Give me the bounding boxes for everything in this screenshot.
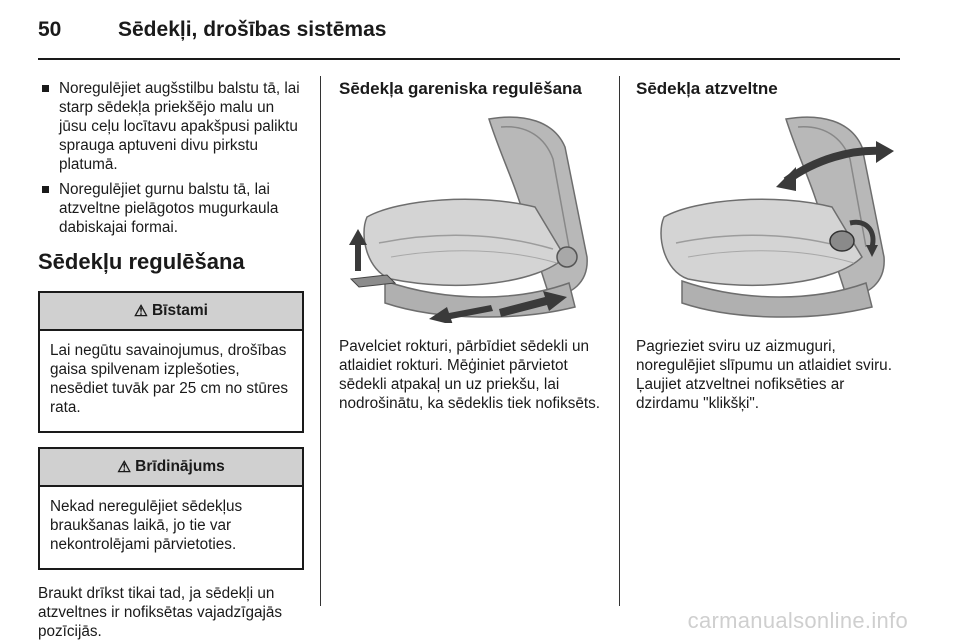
danger-box [38, 291, 304, 433]
warning-box [38, 447, 304, 570]
list-item [38, 79, 304, 174]
bullet-square-icon [42, 85, 49, 92]
header-rule [38, 58, 900, 60]
column-divider [320, 76, 321, 606]
section-heading: Sēdekļu regulēšana [38, 249, 245, 274]
column-right [636, 79, 902, 413]
warning-triangle-icon: ⚠ [117, 458, 132, 476]
warning-text: Nekad neregulējiet sēdekļus braukšanas laikā, jo tie var nekontrolējami pārvietoties. [50, 498, 243, 553]
page-number: 50 [38, 18, 62, 41]
caption: Pavelciet rokturi, pārbīdiet sēdekli un atlaidiet rokturi. Mēģiniet pārvietot sēdekli atpakaļ un uz priekšu, lai nodrošinātu, ka sēdeklis tiek nofiksēts. [339, 338, 601, 412]
danger-title: Bīstami [151, 302, 208, 319]
seat-fore-aft-illustration [339, 107, 603, 323]
bullet-text: Noregulējiet augšstilbu balstu tā, lai starp sēdekļa priekšējo malu un jūsu ceļu locītavu apakšpusi paliktu sprauga aptuveni divu pirkstu platumā. [59, 80, 300, 173]
warning-box-header [40, 449, 302, 487]
column-middle [339, 79, 605, 413]
closing-paragraph: Braukt drīkst tikai tad, ja sēdekļi un atzveltnes ir nofiksētas vajadzīgajās pozīcijās. [38, 585, 283, 640]
danger-box-header [40, 293, 302, 331]
warning-title: Brīdinājums [135, 458, 225, 475]
column-divider [619, 76, 620, 606]
seat-recline-illustration [636, 107, 900, 323]
warning-triangle-icon: ⚠ [134, 302, 148, 320]
danger-text: Lai negūtu savainojumus, drošības gaisa spilvenam izplešoties, nesēdiet tuvāk par 25 cm no stūres rata. [50, 342, 289, 416]
bullet-text: Noregulējiet gurnu balstu tā, lai atzveltne pielāgotos mugurkaula dabiskajai formai. [59, 181, 279, 236]
bullet-square-icon [42, 186, 49, 193]
section-heading: Sēdekļa gareniska regulēšana [339, 79, 582, 98]
section-heading: Sēdekļa atzveltne [636, 79, 778, 98]
column-left [38, 79, 304, 641]
page-title: Sēdekļi, drošības sistēmas [118, 18, 387, 41]
bullet-list [38, 79, 304, 237]
caption: Pagrieziet sviru uz aizmuguri, noregulējiet slīpumu un atlaidiet sviru. Ļaujiet atzveltnei nofiksēties ar dzirdamu "klikšķi". [636, 338, 892, 412]
list-item [38, 180, 304, 237]
watermark: carmanualsonline.info [687, 608, 908, 633]
